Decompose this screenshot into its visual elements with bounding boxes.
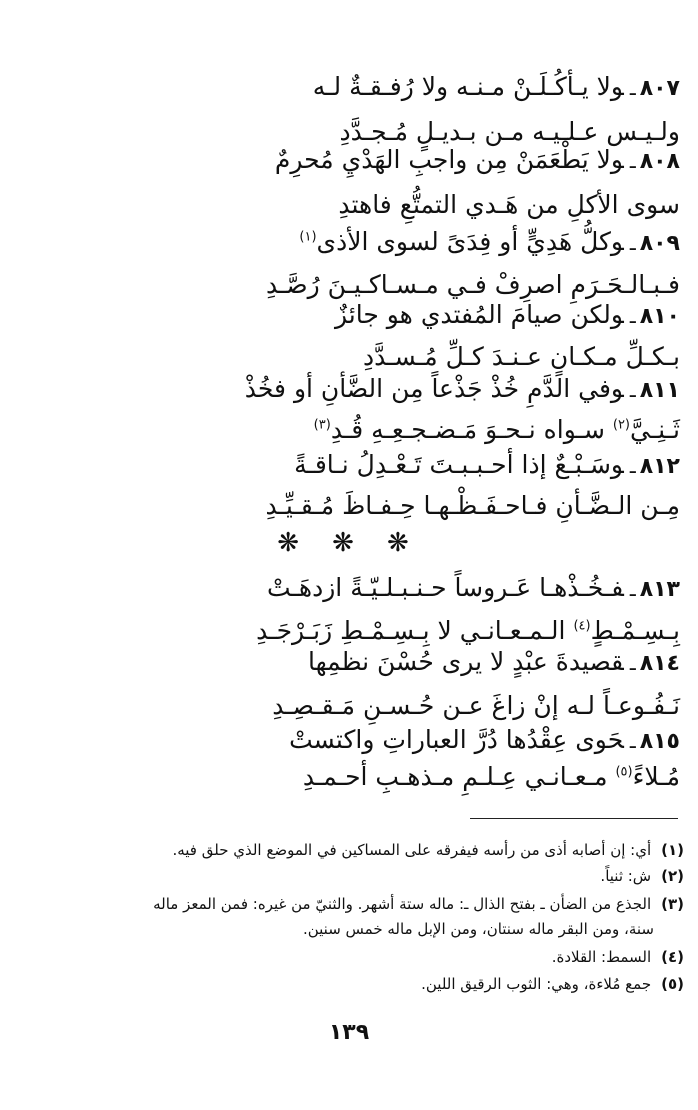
footnote-text: الجذع من الضأن ـ بفتح الذال ـ: ماله ستة أشهر. والثنيّ من غيره: فمن المعز ماله xyxy=(153,895,652,913)
footnote-text: السمط: القلادة. xyxy=(551,948,652,966)
footnote-marker: (٣) xyxy=(313,417,331,433)
verse-number: ٨١٣ xyxy=(639,577,680,602)
footnote-number: (١) xyxy=(661,841,684,859)
verse-text: مُـلاءً xyxy=(632,762,680,791)
verse-number: ٨١٠ xyxy=(639,304,680,329)
footnote-marker: (١) xyxy=(299,229,317,245)
footnote-number: (٥) xyxy=(661,975,684,993)
verse-text: وفي الدَّمِ خُذْ جَذْعاً مِن الضَّأنِ أو فخُذْ xyxy=(244,374,624,403)
footnote-3 xyxy=(20,892,684,916)
footnote-marker: (٢) xyxy=(612,417,630,433)
verse-814-line2 xyxy=(80,689,680,723)
verse-number: ٨١٥ xyxy=(639,729,680,754)
verse-812-line1 xyxy=(80,448,680,484)
verse-number: ٨٠٨ xyxy=(639,149,680,174)
verse-810-line2 xyxy=(80,340,680,374)
verse-text: بِـسِـمْـطٍ xyxy=(590,616,680,645)
verse-dash: ـ xyxy=(629,304,636,328)
verse-text: وكلُّ هَدِيٍّ أو فِدَىً لسوى الأذى xyxy=(316,227,624,256)
verse-text: مـعـانـي عِـلـمِ مـذهـبِ أحـمـدِ xyxy=(302,762,616,791)
footnote-number: (٢) xyxy=(661,867,684,885)
verse-text: ولا يَطْعَمَنْ مِن واجبِ الهَدْيِ مُحرِمٌ xyxy=(274,145,624,174)
verse-text: ولا يـأكُـلَـنْ مـنـه ولا رُفـقـةٌ لـه xyxy=(312,72,624,101)
footnote-divider xyxy=(470,818,678,819)
verse-dash: ـ xyxy=(629,149,636,173)
verse-dash: ـ xyxy=(629,231,636,255)
verse-text: فـخُـذْهـا عَـروساً حـنـبـلـيّـةً ازدهَـتْ xyxy=(267,573,624,602)
verse-text: حَوى عِقْدُها دُرَّ العباراتِ واكتستْ xyxy=(289,725,624,754)
footnote-text: سنة، ومن البقر ماله سنتان، ومن الإبل ماله خمس سنين. xyxy=(302,920,654,938)
footnote-marker: (٥) xyxy=(615,764,633,780)
verse-text: بـكـلِّ مـكـانٍ عـنـدَ كـلِّ مُـسـدَّدِ xyxy=(363,342,680,371)
verse-809-line2 xyxy=(80,268,680,302)
verse-811-line1 xyxy=(80,372,680,408)
verse-text: مِـن الـضَّـأنِ فـاحـفَـظْـهـا حِـفـاظَ مُـقـيِّـدِ xyxy=(265,491,680,520)
verse-text: نَـفُـوعـاً لـه إنْ زاغَ عـن حُـسـنِ مَـقـصِـدِ xyxy=(272,691,680,720)
verse-dash: ـ xyxy=(629,454,636,478)
footnote-1 xyxy=(20,838,684,862)
verse-808-line1 xyxy=(80,143,680,179)
verse-number: ٨١١ xyxy=(639,378,680,403)
verse-text: سوى الأكلِ من هَـدي التمتُّعِ فاهتدِ xyxy=(338,190,680,219)
verse-number: ٨١٢ xyxy=(639,454,680,479)
verse-text: ولـيـس عـلـيـه مـن بـديـلٍ مُـجـدَّدِ xyxy=(339,117,680,146)
footnote-2 xyxy=(20,864,684,888)
verse-808-line2 xyxy=(80,188,680,222)
verse-815-line1 xyxy=(80,723,680,759)
verse-text: ثَـنِـيَّ xyxy=(630,415,680,444)
footnote-text: ش: ثنياً. xyxy=(600,867,652,885)
verse-text: فـبـالـحَـرَمِ اصرِفْ فـي مـسـاكـيـنَ رُصَّـدِ xyxy=(265,270,680,299)
verse-dash: ـ xyxy=(629,76,636,100)
verse-809-line1 xyxy=(80,225,680,261)
footnote-3-continuation xyxy=(20,917,654,941)
verse-807-line1 xyxy=(80,70,680,106)
footnote-text: جمع مُلاءة، وهي: الثوب الرقيق اللين. xyxy=(421,975,652,993)
footnote-number: (٤) xyxy=(661,948,684,966)
footnote-marker: (٤) xyxy=(573,618,591,634)
footnote-number: (٣) xyxy=(661,895,684,913)
verse-812-line2 xyxy=(80,489,680,523)
verse-dash: ـ xyxy=(629,378,636,402)
verse-dash: ـ xyxy=(629,651,636,675)
verse-810-line1 xyxy=(80,298,680,334)
verse-814-line1 xyxy=(80,645,680,681)
verse-number: ٨٠٧ xyxy=(639,76,680,101)
verse-text: الـمـعـانـي لا بِـسِـمْـطِ زَبَـرْجَـدِ xyxy=(256,616,574,645)
verse-text: وسَـبْـعٌ إذا أحـبـبـتَ تَـعْـدِلُ نـاقـةً xyxy=(294,450,624,479)
footnote-text: أي: إن أصابه أذى من رأسه فيفرقه على المساكين في الموضع الذي حلق فيه. xyxy=(172,841,652,859)
verse-dash: ـ xyxy=(629,577,636,601)
verse-text: سـواه نـحـوَ مَـضـجـعِـهِ قُـدِ xyxy=(330,415,613,444)
footnote-5 xyxy=(20,972,684,996)
verse-number: ٨١٤ xyxy=(639,651,680,676)
verse-number: ٨٠٩ xyxy=(639,231,680,256)
section-separator: ❋ ❋ ❋ xyxy=(277,528,421,558)
verse-dash: ـ xyxy=(629,729,636,753)
page-number: ١٣٩ xyxy=(328,1020,370,1045)
verse-815-line2 xyxy=(80,760,680,794)
verse-813-line1 xyxy=(80,571,680,607)
verse-text: قصيدةَ عبْدٍ لا يرى حُسْنَ نظمِها xyxy=(308,647,624,676)
verse-813-line2 xyxy=(80,614,680,648)
verse-811-line2 xyxy=(80,413,680,447)
footnote-4 xyxy=(20,945,684,969)
verse-text: ولكن صيامَ المُفتدي هو جائزٌ xyxy=(335,300,624,329)
